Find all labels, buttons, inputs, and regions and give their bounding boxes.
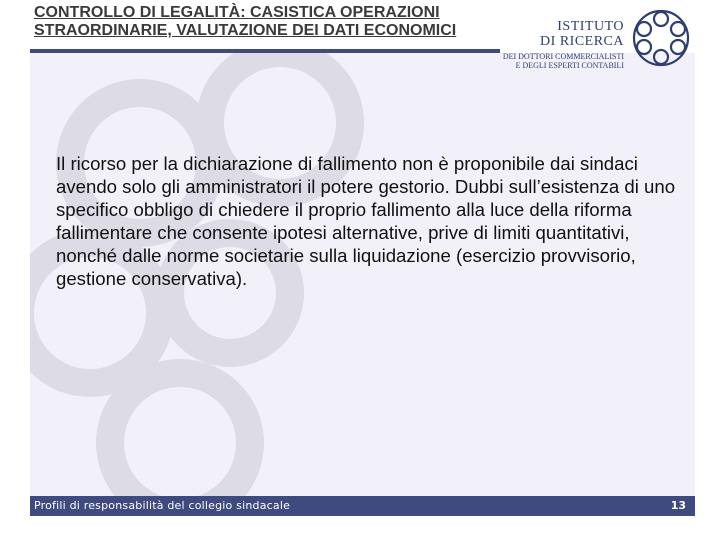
body-paragraph: Il ricorso per la dichiarazione di fallimento non è proponibile dai sindaci avendo solo gli amministratori il potere gestorio. Dubbi sull’esistenza di uno specifico obbligo di chiedere il proprio fallimento alla luce della riforma fallimentare che consente ipotesi alternative, prive di limiti quantitativi, nonché dalle norme societarie sulla liquidazione (esercizio provvisorio, gestione conservativa). [56, 153, 676, 289]
slide-title-line-1: CONTROLLO DI LEGALITÀ: CASISTICA OPERAZIONI [34, 4, 440, 21]
logo-line-4: E DEGLI ESPERTI CONTABILI [515, 61, 624, 70]
knot-emblem-icon [630, 7, 692, 69]
footer-text: Profili di responsabilità del collegio sindacale [34, 499, 291, 512]
institute-logo-text [500, 19, 624, 70]
slide-title [34, 4, 534, 40]
logo-line-1: ISTITUTO [557, 19, 624, 34]
page-number: 13 [670, 499, 686, 512]
logo-line-3: DEI DOTTORI COMMERCIALISTI [502, 52, 624, 61]
logo-line-2: DI RICERCA [540, 34, 624, 49]
slide-title-line-2: STRAORDINARIE, VALUTAZIONE DEI DATI ECONOMICI [34, 22, 457, 39]
footer-bar [30, 496, 695, 516]
